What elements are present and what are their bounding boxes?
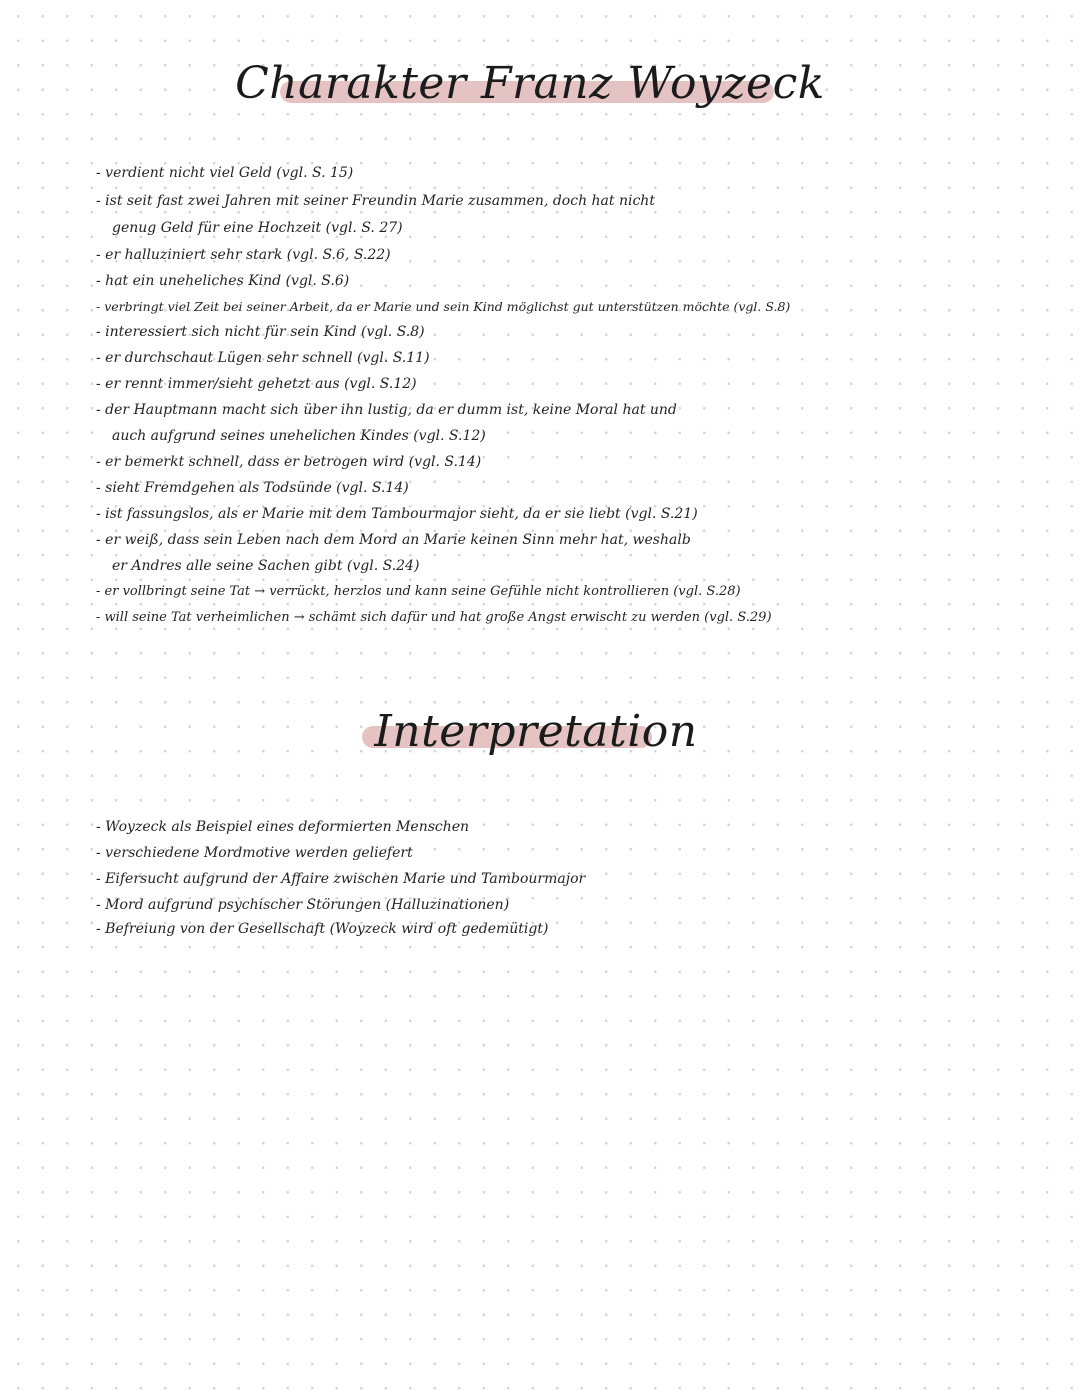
character-note: - sieht Fremdgehen als Todsünde (vgl. S.14)	[96, 480, 409, 496]
character-note: - ist fassungslos, als er Marie mit dem Tambourmajor sieht, da er sie liebt (vgl. S.21)	[96, 506, 698, 522]
interpretation-heading: Interpretation	[374, 706, 698, 757]
interpretation-note: - Mord aufgrund psychischer Störungen (Halluzinationen)	[96, 897, 510, 913]
character-note-continuation: er Andres alle seine Sachen gibt (vgl. S.24)	[112, 558, 420, 574]
interpretation-heading-block	[0, 700, 1080, 780]
interpretation-note: - Eifersucht aufgrund der Affaire zwischen Marie und Tambourmajor	[96, 871, 586, 887]
character-note: - er weiß, dass sein Leben nach dem Mord an Marie keinen Sinn mehr hat, weshalb	[96, 532, 691, 548]
interpretation-note: - Befreiung von der Gesellschaft (Woyzeck wird oft gedemütigt)	[96, 921, 549, 937]
character-note: - verdient nicht viel Geld (vgl. S. 15)	[96, 165, 354, 181]
interpretation-notes-list	[96, 814, 996, 954]
character-note: - er durchschaut Lügen sehr schnell (vgl. S.11)	[96, 350, 430, 366]
character-note: - interessiert sich nicht für sein Kind (vgl. S.8)	[96, 324, 425, 340]
character-note: - er rennt immer/sieht gehetzt aus (vgl. S.12)	[96, 376, 417, 392]
character-heading-block	[0, 48, 1080, 128]
interpretation-note: - Woyzeck als Beispiel eines deformierten Menschen	[96, 819, 470, 835]
character-note: - er bemerkt schnell, dass er betrogen wird (vgl. S.14)	[96, 454, 482, 470]
character-heading: Charakter Franz Woyzeck	[235, 58, 825, 109]
character-note: - will seine Tat verheimlichen → schämt sich dafür und hat große Angst erwischt zu werden (vgl. S.29)	[96, 610, 772, 625]
character-note: - der Hauptmann macht sich über ihn lustig, da er dumm ist, keine Moral hat und	[96, 402, 677, 418]
character-note: - er vollbringt seine Tat → verrückt, herzlos und kann seine Gefühle nicht kontrollieren (vgl. S.28)	[96, 584, 741, 599]
character-note: - ist seit fast zwei Jahren mit seiner Freundin Marie zusammen, doch hat nicht	[96, 193, 655, 209]
character-notes-list	[96, 160, 996, 640]
character-note-continuation: auch aufgrund seines unehelichen Kindes (vgl. S.12)	[112, 428, 486, 444]
interpretation-note: - verschiedene Mordmotive werden geliefert	[96, 845, 413, 861]
character-note-continuation: genug Geld für eine Hochzeit (vgl. S. 27)	[112, 220, 403, 236]
character-note: - verbringt viel Zeit bei seiner Arbeit, da er Marie und sein Kind möglichst gut unterstützen möchte (vgl. S.8)	[96, 299, 791, 314]
character-note: - hat ein uneheliches Kind (vgl. S.6)	[96, 273, 350, 289]
character-note: - er halluziniert sehr stark (vgl. S.6, S.22)	[96, 247, 391, 263]
